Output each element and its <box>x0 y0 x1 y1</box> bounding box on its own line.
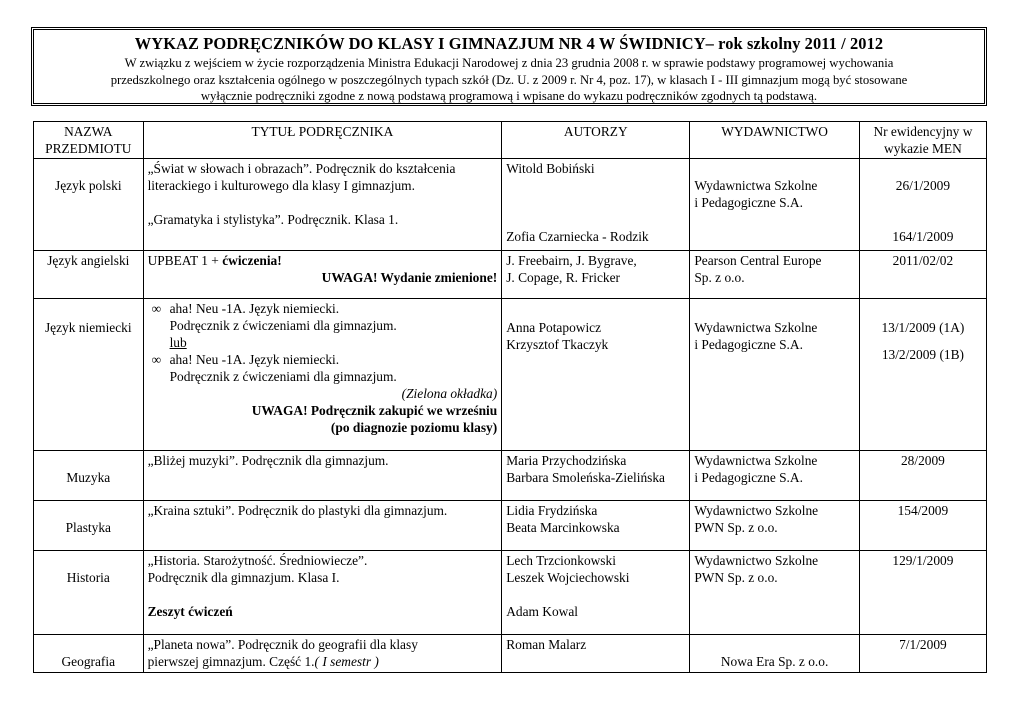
cover-note: (Zielona okładka) <box>401 386 498 401</box>
title-cell <box>143 635 502 673</box>
title-text: UPBEAT 1 + <box>147 253 223 268</box>
table-row-history <box>34 551 987 635</box>
publisher-cell <box>690 159 860 251</box>
title-text: Podręcznik z ćwiczeniami dla gimnazjum. <box>169 318 397 333</box>
author-text: Lech Trzcionkowski <box>506 553 616 568</box>
title-text-bold: ćwiczenia! <box>222 253 282 268</box>
title-text-bold: Zeszyt ćwiczeń <box>147 604 233 619</box>
subject-cell: Geografia <box>34 635 144 673</box>
men-cell: 28/2009 <box>859 451 986 501</box>
warning-text: UWAGA! Wydanie zmienione! <box>321 270 498 285</box>
or-text: lub <box>169 335 187 350</box>
title-cell <box>143 299 502 451</box>
publisher-text: Wydawnictwo Szkolne <box>694 503 819 518</box>
title-text: pierwszej gimnazjum. Część 1. <box>147 654 315 669</box>
publisher-text: Wydawnictwa Szkolne <box>694 178 818 193</box>
men-cell: 2011/02/02 <box>859 251 986 299</box>
authors-cell <box>502 159 690 251</box>
men-cell <box>859 299 986 451</box>
subject-cell: Plastyka <box>34 501 144 551</box>
authors-cell <box>502 551 690 635</box>
table-row-english <box>34 251 987 299</box>
author-text: Witold Bobiński <box>506 161 595 176</box>
title-text: aha! Neu -1A. Język niemiecki. <box>169 352 340 367</box>
title-cell: „Bliżej muzyki”. Podręcznik dla gimnazjum. <box>143 451 502 501</box>
authors-cell <box>502 501 690 551</box>
legal-note <box>42 55 976 105</box>
author-text: Beata Marcinkowska <box>506 520 620 535</box>
textbook-table <box>33 121 987 673</box>
column-header-publisher: WYDAWNICTWO <box>690 122 860 159</box>
men-number: 26/1/2009 <box>895 178 951 193</box>
warning-text: (po diagnozie poziomu klasy) <box>330 420 498 435</box>
table-row-music <box>34 451 987 501</box>
subject-cell: Język niemiecki <box>34 299 144 451</box>
men-number: 13/2/2009 (1B) <box>881 347 965 362</box>
infinity-bullet-icon: ∞ <box>151 301 162 316</box>
author-text: Anna Potapowicz <box>506 320 602 335</box>
column-header-text: PRZEDMIOTU <box>45 141 132 156</box>
title-text-italic: ( I semestr ) <box>314 654 379 669</box>
document-header <box>31 27 987 106</box>
author-text: Zofia Czarniecka - Rodzik <box>506 229 649 244</box>
publisher-text: Wydawnictwo Szkolne <box>694 553 819 568</box>
legal-note-line: W związku z wejściem w życie rozporządzenia Ministra Edukacji Narodowej z dnia 23 grudnia 2008 r. w sprawie podstawy programowej wychowania <box>124 56 894 70</box>
authors-cell <box>502 451 690 501</box>
publisher-cell <box>690 501 860 551</box>
subject-cell: Muzyka <box>34 451 144 501</box>
men-number: 164/1/2009 <box>892 229 954 244</box>
title-text: Podręcznik z ćwiczeniami dla gimnazjum. <box>169 369 397 384</box>
title-text: Podręcznik dla gimnazjum. Klasa I. <box>147 570 340 585</box>
title-text: „Historia. Starożytność. Średniowiecze”. <box>147 553 368 568</box>
column-header-subject <box>34 122 144 159</box>
table-row-art <box>34 501 987 551</box>
publisher-text: i Pedagogiczne S.A. <box>694 195 803 210</box>
men-cell <box>859 159 986 251</box>
title-text: literackiego i kulturowego dla klasy I gimnazjum. <box>147 178 415 193</box>
column-header-title: TYTUŁ PODRĘCZNIKA <box>143 122 502 159</box>
column-header-men <box>859 122 986 159</box>
publisher-text: Wydawnictwa Szkolne <box>694 320 818 335</box>
author-text: Leszek Wojciechowski <box>506 570 630 585</box>
subject-cell: Język angielski <box>34 251 144 299</box>
publisher-cell <box>690 251 860 299</box>
publisher-text: i Pedagogiczne S.A. <box>694 470 803 485</box>
author-text: Lidia Frydzińska <box>506 503 598 518</box>
authors-cell <box>502 299 690 451</box>
authors-cell: Roman Malarz <box>502 635 690 673</box>
author-text: J. Copage, R. Fricker <box>506 270 621 285</box>
author-text: Barbara Smoleńska-Zielińska <box>506 470 665 485</box>
publisher-text: PWN Sp. z o.o. <box>694 570 778 585</box>
title-text: „Planeta nowa”. Podręcznik do geografii dla klasy <box>147 637 418 652</box>
document-title: WYKAZ PODRĘCZNIKÓW DO KLASY I GIMNAZJUM NR 4 W ŚWIDNICY– rok szkolny 2011 / 2012 <box>134 34 884 53</box>
table-row-geography <box>34 635 987 673</box>
publisher-text: Wydawnictwa Szkolne <box>694 453 818 468</box>
table-header-row <box>34 122 987 159</box>
title-text: „Świat w słowach i obrazach”. Podręcznik do kształcenia <box>147 161 456 176</box>
author-text: J. Freebairn, J. Bygrave, <box>506 253 637 268</box>
author-text: Krzysztof Tkaczyk <box>506 337 609 352</box>
publisher-cell <box>690 299 860 451</box>
publisher-text: Pearson Central Europe <box>694 253 822 268</box>
title-text: aha! Neu -1A. Język niemiecki. <box>169 301 340 316</box>
men-cell: 154/2009 <box>859 501 986 551</box>
author-text: Maria Przychodzińska <box>506 453 627 468</box>
title-text: „Gramatyka i stylistyka”. Podręcznik. Klasa 1. <box>147 212 399 227</box>
publisher-text: Sp. z o.o. <box>694 270 745 285</box>
infinity-bullet-icon: ∞ <box>151 352 162 367</box>
publisher-cell: Nowa Era Sp. z o.o. <box>690 635 860 673</box>
column-header-authors: AUTORZY <box>502 122 690 159</box>
subject-cell: Historia <box>34 551 144 635</box>
author-text: Adam Kowal <box>506 604 578 619</box>
publisher-text: i Pedagogiczne S.A. <box>694 337 803 352</box>
men-cell: 7/1/2009 <box>859 635 986 673</box>
column-header-text: Nr ewidencyjny w <box>873 124 973 139</box>
publisher-cell <box>690 551 860 635</box>
title-cell: „Kraina sztuki”. Podręcznik do plastyki dla gimnazjum. <box>143 501 502 551</box>
title-cell <box>143 551 502 635</box>
table-row-german <box>34 299 987 451</box>
publisher-cell <box>690 451 860 501</box>
legal-note-line: wyłącznie podręczniki zgodne z nową podstawą programową i wpisane do wykazu podręczników zgodnych tą podstawą. <box>200 89 818 103</box>
column-header-text: NAZWA <box>64 124 113 139</box>
publisher-text: PWN Sp. z o.o. <box>694 520 778 535</box>
subject-cell: Język polski <box>34 159 144 251</box>
men-cell: 129/1/2009 <box>859 551 986 635</box>
table-row-polish <box>34 159 987 251</box>
warning-text: UWAGA! Podręcznik zakupić we wrześniu <box>251 403 498 418</box>
title-cell <box>143 251 502 299</box>
men-number: 13/1/2009 (1A) <box>881 320 965 335</box>
legal-note-line: przedszkolnego oraz kształcenia ogólnego w poszczególnych typach szkół (Dz. U. z 2009 r. Nr 4, poz. 17), w klasach I - III gimnazjum mogą być stosowane <box>110 72 908 87</box>
title-cell <box>143 159 502 251</box>
column-header-text: wykazie MEN <box>884 141 962 156</box>
authors-cell <box>502 251 690 299</box>
